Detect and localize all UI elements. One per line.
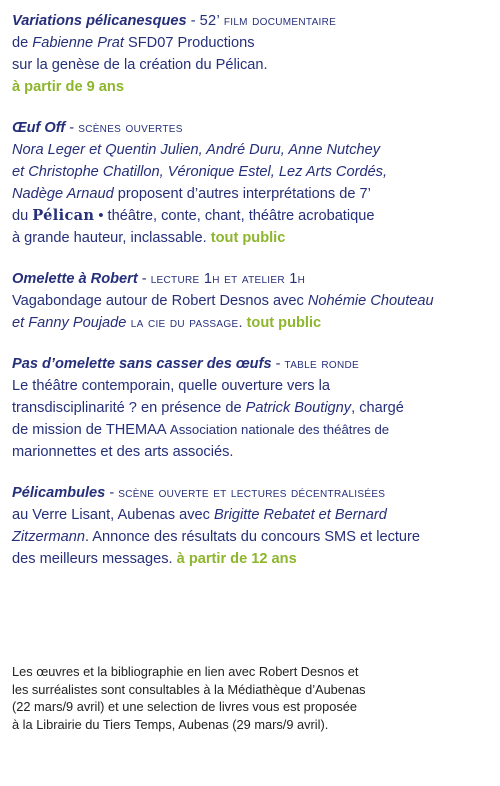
- title-separator: -: [271, 356, 285, 372]
- program-listing: [12, 10, 492, 589]
- footer-note: [12, 663, 492, 733]
- title-separator: -: [186, 13, 200, 29]
- entry-title: Variations pélicanesques: [12, 13, 187, 29]
- entry-text: au Verre Lisant, Aubenas avec: [12, 507, 215, 523]
- entry-text: de mission de THEMAA: [12, 422, 170, 438]
- entry-type: table ronde: [284, 356, 359, 372]
- performer-name: Brigitte Rebatet et Bernard: [214, 507, 387, 523]
- entry-text: Vagabondage autour de Robert Desnos avec: [12, 293, 308, 309]
- entry-line: [12, 504, 492, 526]
- entry-title: Pélicambules: [12, 485, 106, 501]
- entry-oeuf-off: [12, 117, 492, 249]
- title-separator: -: [105, 485, 119, 501]
- entry-pelicambules: [12, 482, 492, 570]
- footer-line: (22 mars/9 avril) et une selection de livres vous est proposée: [12, 699, 357, 714]
- entry-text: proposent d’autres interprétations de 7’: [113, 186, 371, 202]
- entry-line: [12, 397, 492, 419]
- entry-line: [12, 548, 492, 570]
- entry-line: sur la genèse de la création du Pélican.: [12, 57, 268, 73]
- entry-table-ronde: [12, 353, 492, 463]
- entry-type: 52’ film documentaire: [199, 13, 337, 29]
- speaker-name: Patrick Boutigny: [245, 400, 352, 416]
- entry-type: scène ouverte et lectures décentralisées: [118, 485, 386, 501]
- entry-text: transdisciplinarité ? en présence de: [12, 400, 246, 416]
- organisation-description: Association nationale des théâtres de: [169, 422, 390, 437]
- entry-omelette-a-robert: [12, 268, 492, 334]
- performer-name: et Fanny Poujade: [12, 315, 127, 331]
- audience-label: tout public: [246, 315, 322, 331]
- entry-line: [12, 526, 492, 548]
- entry-text: de: [12, 35, 33, 51]
- audience-label: à partir de 12 ans: [176, 551, 297, 567]
- author-name: Nadège Arnaud: [12, 186, 114, 202]
- audience-label: à partir de 9 ans: [12, 79, 124, 95]
- entry-heading: [12, 482, 492, 504]
- entry-line: marionnettes et des arts associés.: [12, 444, 234, 460]
- pelican-logotype: Pélican: [32, 207, 95, 224]
- title-separator: -: [65, 120, 79, 136]
- company-name: la cie du passage: [126, 315, 239, 331]
- entry-heading: [12, 10, 492, 32]
- entry-text: du: [12, 208, 33, 224]
- entry-line: [12, 419, 492, 441]
- entry-line: [12, 290, 492, 312]
- entry-heading: [12, 117, 492, 139]
- entry-title: Pas d’omelette sans casser des œufs: [12, 356, 272, 372]
- performer-name: Nohémie Chouteau: [307, 293, 434, 309]
- entry-line: [12, 76, 492, 98]
- footer-line: Les œuvres et la bibliographie en lien avec Robert Desnos et: [12, 664, 359, 679]
- entry-title: Œuf Off: [12, 120, 66, 136]
- entry-line: [12, 227, 492, 249]
- entry-text: SFD07 Productions: [123, 35, 255, 51]
- entry-title: Omelette à Robert: [12, 271, 138, 287]
- entry-line: [12, 32, 492, 54]
- entry-line: Nora Leger et Quentin Julien, André Duru, Anne Nutchey: [12, 142, 381, 158]
- entry-text: , chargé: [351, 400, 404, 416]
- entry-heading: [12, 353, 492, 375]
- performer-name: Zitzermann: [12, 529, 85, 545]
- entry-line: Le théâtre contemporain, quelle ouverture vers la: [12, 378, 331, 394]
- entry-line: [12, 312, 492, 334]
- entry-line: [12, 183, 492, 205]
- entry-type: scènes ouvertes: [78, 120, 183, 136]
- entry-text: à grande hauteur, inclassable.: [12, 230, 211, 246]
- entry-text: • théâtre, conte, chant, théâtre acrobatique: [94, 208, 375, 224]
- footer-line: les surréalistes sont consultables à la Médiathèque d’Aubenas: [12, 681, 366, 697]
- entry-text: des meilleurs messages.: [12, 551, 177, 567]
- entry-type: lecture 1h et atelier 1h: [150, 271, 306, 287]
- entry-variations-pelicanesques: [12, 10, 492, 98]
- entry-text: .: [238, 315, 247, 331]
- entry-line: [12, 205, 492, 227]
- entry-text: . Annonce des résultats du concours SMS et lecture: [85, 529, 421, 545]
- author-name: Fabienne Prat: [32, 35, 124, 51]
- footer-line: à la Librairie du Tiers Temps, Aubenas (29 mars/9 avril).: [12, 716, 329, 732]
- title-separator: -: [137, 271, 151, 287]
- entry-line: et Christophe Chatillon, Véronique Estel, Lez Arts Cordés,: [12, 164, 388, 180]
- entry-heading: [12, 268, 492, 290]
- audience-label: tout public: [210, 230, 286, 246]
